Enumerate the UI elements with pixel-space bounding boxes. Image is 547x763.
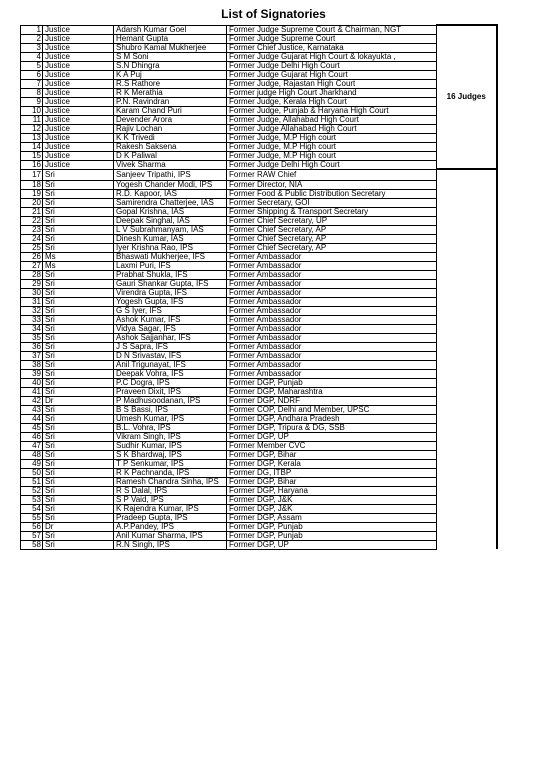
row-designation: Former Chief Secretary, UP xyxy=(227,216,437,225)
row-designation: Former Ambassador xyxy=(227,261,437,270)
row-number: 1 xyxy=(21,25,43,34)
table-row xyxy=(21,198,497,207)
row-honorific: Sri xyxy=(43,414,114,423)
row-designation: Former DGP, Andhara Pradesh xyxy=(227,414,437,423)
row-name: Karam Chand Puri xyxy=(114,106,227,115)
row-honorific: Sri xyxy=(43,315,114,324)
row-name: Yogesh Gupta, IFS xyxy=(114,297,227,306)
row-name: Rajiv Lochan xyxy=(114,124,227,133)
row-designation: Former Judge Delhi High Court xyxy=(227,61,437,70)
row-honorific: Sri xyxy=(43,423,114,432)
row-number: 33 xyxy=(21,315,43,324)
row-designation: Former Ambassador xyxy=(227,279,437,288)
row-name: Dinesh Kumar, IAS xyxy=(114,234,227,243)
row-honorific: Sri xyxy=(43,225,114,234)
row-number: 32 xyxy=(21,306,43,315)
row-name: A.P.Pandey, IPS xyxy=(114,522,227,531)
row-designation: Former DGP, NDRF xyxy=(227,396,437,405)
row-designation: Former Chief Secretary, AP xyxy=(227,234,437,243)
row-honorific: Sri xyxy=(43,495,114,504)
row-designation: Former DGP, Assam xyxy=(227,513,437,522)
table-row xyxy=(21,324,497,333)
table-row xyxy=(21,342,497,351)
table-row xyxy=(21,369,497,378)
row-designation: Former Judge, M.P High court xyxy=(227,142,437,151)
table-row xyxy=(21,133,497,142)
row-designation: Former DG, ITBP xyxy=(227,468,437,477)
row-honorific: Justice xyxy=(43,106,114,115)
table-row xyxy=(21,531,497,540)
row-name: Deepak Singhal, IAS xyxy=(114,216,227,225)
row-number: 34 xyxy=(21,324,43,333)
table-row xyxy=(21,414,497,423)
row-designation: Former DGP, Haryana xyxy=(227,486,437,495)
table-row xyxy=(21,151,497,160)
row-honorific: Sri xyxy=(43,243,114,252)
row-name: B S Bassi, IPS xyxy=(114,405,227,414)
row-designation: Former DGP, Punjab xyxy=(227,378,437,387)
row-number: 48 xyxy=(21,450,43,459)
row-designation: Former Judge Delhi High Court xyxy=(227,160,437,169)
row-honorific: Justice xyxy=(43,88,114,97)
row-honorific: Sri xyxy=(43,513,114,522)
row-honorific: Sri xyxy=(43,459,114,468)
row-name: Vikram Singh, IPS xyxy=(114,432,227,441)
row-honorific: Sri xyxy=(43,477,114,486)
row-honorific: Justice xyxy=(43,79,114,88)
row-number: 52 xyxy=(21,486,43,495)
row-designation: Former Ambassador xyxy=(227,297,437,306)
row-honorific: Dr xyxy=(43,522,114,531)
table-row xyxy=(21,169,497,180)
table-row xyxy=(21,180,497,189)
row-name: Vivek Sharma xyxy=(114,160,227,169)
row-name: J S Sapra, IFS xyxy=(114,342,227,351)
row-number: 47 xyxy=(21,441,43,450)
row-number: 8 xyxy=(21,88,43,97)
row-name: G S Iyer, IFS xyxy=(114,306,227,315)
row-name: S K Bhardwaj, IPS xyxy=(114,450,227,459)
row-number: 7 xyxy=(21,79,43,88)
table-row xyxy=(21,450,497,459)
row-number: 46 xyxy=(21,432,43,441)
row-designation: Former Chief Justice, Karnataka xyxy=(227,43,437,52)
row-name: Anil Kumar Sharma, IPS xyxy=(114,531,227,540)
row-number: 50 xyxy=(21,468,43,477)
row-name: Samirendra Chatterjee, IAS xyxy=(114,198,227,207)
row-honorific: Justice xyxy=(43,115,114,124)
row-honorific: Ms xyxy=(43,261,114,270)
row-name: Vidya Sagar, IFS xyxy=(114,324,227,333)
row-name: Sanjeev Tripathi, IPS xyxy=(114,169,227,180)
row-designation: Former DGP, Kerala xyxy=(227,459,437,468)
table-row xyxy=(21,504,497,513)
table-row xyxy=(21,522,497,531)
row-name: S M Soni xyxy=(114,52,227,61)
row-designation: Former Judge Allahabad High Court xyxy=(227,124,437,133)
table-row xyxy=(21,378,497,387)
row-number: 43 xyxy=(21,405,43,414)
row-name: R K Pachnanda, IPS xyxy=(114,468,227,477)
row-designation: Former Judge Supreme Court xyxy=(227,34,437,43)
row-number: 57 xyxy=(21,531,43,540)
row-name: Umesh Kumar, IPS xyxy=(114,414,227,423)
table-row xyxy=(21,441,497,450)
row-name: Adarsh Kumar Goel xyxy=(114,25,227,34)
table-row xyxy=(21,160,497,169)
row-name: R.N Singh, IPS xyxy=(114,540,227,549)
row-honorific: Sri xyxy=(43,333,114,342)
table-row xyxy=(21,315,497,324)
row-honorific: Ms xyxy=(43,252,114,261)
row-designation: Former Ambassador xyxy=(227,369,437,378)
row-name: Hemant Gupta xyxy=(114,34,227,43)
row-honorific: Sri xyxy=(43,288,114,297)
row-name: Devender Arora xyxy=(114,115,227,124)
signatories-table-body xyxy=(21,25,497,549)
row-honorific: Sri xyxy=(43,468,114,477)
row-honorific: Sri xyxy=(43,360,114,369)
row-honorific: Sri xyxy=(43,342,114,351)
table-row xyxy=(21,61,497,70)
row-name: Ramesh Chandra Sinha, IPS xyxy=(114,477,227,486)
table-row xyxy=(21,97,497,106)
row-name: P Madhusoodanan, IPS xyxy=(114,396,227,405)
row-number: 45 xyxy=(21,423,43,432)
table-row xyxy=(21,333,497,342)
signatories-table xyxy=(20,24,498,550)
row-number: 9 xyxy=(21,97,43,106)
row-name: Shubro Kamal Mukherjee xyxy=(114,43,227,52)
row-name: Sudhir Kumar, IPS xyxy=(114,441,227,450)
table-row xyxy=(21,387,497,396)
row-honorific: Justice xyxy=(43,133,114,142)
table-row xyxy=(21,243,497,252)
row-designation: Former COP, Delhi and Member, UPSC xyxy=(227,405,437,414)
row-number: 25 xyxy=(21,243,43,252)
row-name: K K Trivedi xyxy=(114,133,227,142)
row-honorific: Sri xyxy=(43,378,114,387)
row-number: 10 xyxy=(21,106,43,115)
table-row xyxy=(21,288,497,297)
row-designation: Former Ambassador xyxy=(227,342,437,351)
table-row xyxy=(21,142,497,151)
row-name: K A Puj xyxy=(114,70,227,79)
row-honorific: Sri xyxy=(43,216,114,225)
row-designation: Former Member CVC xyxy=(227,441,437,450)
row-honorific: Justice xyxy=(43,124,114,133)
page-title: List of Signatories xyxy=(221,7,326,21)
row-number: 36 xyxy=(21,342,43,351)
table-row xyxy=(21,360,497,369)
table-row xyxy=(21,88,497,97)
row-name: Iyer Krishna Rao, IPS xyxy=(114,243,227,252)
row-honorific: Justice xyxy=(43,151,114,160)
row-number: 56 xyxy=(21,522,43,531)
table-row xyxy=(21,486,497,495)
table-row xyxy=(21,495,497,504)
judges-group-label: 16 Judges xyxy=(437,25,497,169)
row-designation: Former Food & Public Distribution Secretary xyxy=(227,189,437,198)
row-honorific: Sri xyxy=(43,405,114,414)
row-honorific: Sri xyxy=(43,504,114,513)
row-designation: Former DGP, J&K xyxy=(227,504,437,513)
row-name: Anil Trigunayat, IFS xyxy=(114,360,227,369)
row-honorific: Sri xyxy=(43,234,114,243)
row-name: Virendra Gupta, IFS xyxy=(114,288,227,297)
row-designation: Former Ambassador xyxy=(227,270,437,279)
row-honorific: Sri xyxy=(43,531,114,540)
row-honorific: Sri xyxy=(43,180,114,189)
row-name: P.N. Ravindran xyxy=(114,97,227,106)
row-designation: Former DGP, Bihar xyxy=(227,450,437,459)
row-number: 17 xyxy=(21,169,43,180)
row-designation: Former DGP, Maharashtra xyxy=(227,387,437,396)
table-row xyxy=(21,396,497,405)
row-honorific: Sri xyxy=(43,450,114,459)
row-honorific: Justice xyxy=(43,52,114,61)
row-name: Bhaswati Mukherjee, IFS xyxy=(114,252,227,261)
row-designation: Former Ambassador xyxy=(227,288,437,297)
row-number: 22 xyxy=(21,216,43,225)
row-number: 13 xyxy=(21,133,43,142)
row-number: 18 xyxy=(21,180,43,189)
row-name: Prabhat Shukla, IFS xyxy=(114,270,227,279)
row-number: 27 xyxy=(21,261,43,270)
row-honorific: Sri xyxy=(43,351,114,360)
row-honorific: Sri xyxy=(43,270,114,279)
row-designation: Former Chief Secretary, AP xyxy=(227,225,437,234)
row-number: 35 xyxy=(21,333,43,342)
row-number: 4 xyxy=(21,52,43,61)
row-number: 58 xyxy=(21,540,43,549)
row-number: 20 xyxy=(21,198,43,207)
row-name: T P Senkumar, IPS xyxy=(114,459,227,468)
table-row xyxy=(21,270,497,279)
table-row xyxy=(21,468,497,477)
row-number: 42 xyxy=(21,396,43,405)
row-name: D K Paliwal xyxy=(114,151,227,160)
row-name: Deepak Vohra, IFS xyxy=(114,369,227,378)
row-name: R.D. Kapoor, IAS xyxy=(114,189,227,198)
table-row xyxy=(21,306,497,315)
row-number: 39 xyxy=(21,369,43,378)
table-row xyxy=(21,124,497,133)
row-honorific: Sri xyxy=(43,169,114,180)
row-designation: Former Judge Supreme Court & Chairman, NGT xyxy=(227,25,437,34)
row-honorific: Justice xyxy=(43,25,114,34)
row-number: 49 xyxy=(21,459,43,468)
table-row xyxy=(21,43,497,52)
row-designation: Former Chief Secretary, AP xyxy=(227,243,437,252)
row-name: R S Dalal, IPS xyxy=(114,486,227,495)
row-honorific: Sri xyxy=(43,486,114,495)
row-honorific: Dr xyxy=(43,396,114,405)
row-designation: Former Director, NIA xyxy=(227,180,437,189)
table-row xyxy=(21,459,497,468)
table-row xyxy=(21,513,497,522)
row-designation: Former Ambassador xyxy=(227,306,437,315)
row-number: 6 xyxy=(21,70,43,79)
row-number: 24 xyxy=(21,234,43,243)
table-row xyxy=(21,216,497,225)
row-number: 26 xyxy=(21,252,43,261)
table-row xyxy=(21,79,497,88)
table-row xyxy=(21,225,497,234)
table-row xyxy=(21,234,497,243)
row-number: 55 xyxy=(21,513,43,522)
row-number: 30 xyxy=(21,288,43,297)
table-row xyxy=(21,297,497,306)
row-name: Laxmi Puri, IFS xyxy=(114,261,227,270)
table-row xyxy=(21,70,497,79)
row-designation: Former Ambassador xyxy=(227,360,437,369)
row-name: Praveen Dixit, IPS xyxy=(114,387,227,396)
row-designation: Former Judge, Allahabad High Court xyxy=(227,115,437,124)
row-name: B.L. Vohra, IPS xyxy=(114,423,227,432)
table-row xyxy=(21,34,497,43)
row-designation: Former Judge Gujarat High Court & lokayukta , xyxy=(227,52,437,61)
row-designation: Former Ambassador xyxy=(227,351,437,360)
row-honorific: Sri xyxy=(43,189,114,198)
row-name: R.S Rathore xyxy=(114,79,227,88)
row-name: P.C Dogra, IPS xyxy=(114,378,227,387)
row-number: 54 xyxy=(21,504,43,513)
row-number: 44 xyxy=(21,414,43,423)
row-designation: Former Ambassador xyxy=(227,324,437,333)
row-name: R K Merathia xyxy=(114,88,227,97)
row-honorific: Sri xyxy=(43,297,114,306)
row-designation: Former Judge, Kerala High Court xyxy=(227,97,437,106)
row-name: Gauri Shankar Gupta, IFS xyxy=(114,279,227,288)
row-designation: Former Shipping & Transport Secretary xyxy=(227,207,437,216)
row-designation: Former Judge, Punjab & Haryana High Court xyxy=(227,106,437,115)
table-row xyxy=(21,432,497,441)
row-name: L V Subrahmanyam, IAS xyxy=(114,225,227,234)
row-number: 37 xyxy=(21,351,43,360)
table-row xyxy=(21,261,497,270)
row-designation: Former Ambassador xyxy=(227,333,437,342)
row-name: Pradeep Gupta, IPS xyxy=(114,513,227,522)
officials-group-cell xyxy=(437,169,497,549)
row-name: Gopal Krishna, IAS xyxy=(114,207,227,216)
row-designation: Former DGP, Punjab xyxy=(227,522,437,531)
row-number: 5 xyxy=(21,61,43,70)
row-number: 40 xyxy=(21,378,43,387)
row-number: 15 xyxy=(21,151,43,160)
row-number: 2 xyxy=(21,34,43,43)
row-honorific: Justice xyxy=(43,97,114,106)
row-designation: Former Judge Gujarat High Court xyxy=(227,70,437,79)
row-number: 28 xyxy=(21,270,43,279)
row-number: 16 xyxy=(21,160,43,169)
row-honorific: Sri xyxy=(43,441,114,450)
row-number: 3 xyxy=(21,43,43,52)
row-honorific: Justice xyxy=(43,160,114,169)
row-designation: Former Judge, M.P High court xyxy=(227,133,437,142)
row-name: Ashok Sajjanhar, IFS xyxy=(114,333,227,342)
table-row xyxy=(21,189,497,198)
table-row xyxy=(21,351,497,360)
row-name: Yogesh Chander Modi, IPS xyxy=(114,180,227,189)
table-row xyxy=(21,279,497,288)
row-designation: Former Judge, Rajastan High Court xyxy=(227,79,437,88)
row-designation: Former DGP, Bihar xyxy=(227,477,437,486)
row-designation: Former DGP, J&K xyxy=(227,495,437,504)
row-name: K Rajendra Kumar, IPS xyxy=(114,504,227,513)
row-number: 12 xyxy=(21,124,43,133)
row-honorific: Justice xyxy=(43,43,114,52)
row-designation: Former Ambassador xyxy=(227,315,437,324)
row-designation: Former Judge, M.P High court xyxy=(227,151,437,160)
table-row xyxy=(21,106,497,115)
table-row xyxy=(21,252,497,261)
row-designation: Former DGP, UP xyxy=(227,432,437,441)
row-honorific: Justice xyxy=(43,61,114,70)
table-row xyxy=(21,477,497,486)
row-honorific: Justice xyxy=(43,34,114,43)
row-number: 11 xyxy=(21,115,43,124)
row-designation: Former DGP, Tripura & DG, SSB xyxy=(227,423,437,432)
row-honorific: Justice xyxy=(43,142,114,151)
row-designation: Former DGP, Punjab xyxy=(227,531,437,540)
row-number: 51 xyxy=(21,477,43,486)
row-number: 31 xyxy=(21,297,43,306)
row-number: 29 xyxy=(21,279,43,288)
table-row xyxy=(21,540,497,549)
row-designation: Former RAW Chief xyxy=(227,169,437,180)
table-row xyxy=(21,207,497,216)
row-honorific: Sri xyxy=(43,207,114,216)
row-honorific: Sri xyxy=(43,198,114,207)
row-name: Ashok Kumar, IFS xyxy=(114,315,227,324)
row-number: 21 xyxy=(21,207,43,216)
table-row xyxy=(21,405,497,414)
row-honorific: Sri xyxy=(43,279,114,288)
row-honorific: Sri xyxy=(43,369,114,378)
row-number: 41 xyxy=(21,387,43,396)
row-designation: Former Ambassador xyxy=(227,252,437,261)
row-honorific: Justice xyxy=(43,70,114,79)
row-number: 38 xyxy=(21,360,43,369)
table-row xyxy=(21,52,497,61)
row-honorific: Sri xyxy=(43,387,114,396)
row-honorific: Sri xyxy=(43,540,114,549)
row-name: S P Vaid, IPS xyxy=(114,495,227,504)
row-number: 14 xyxy=(21,142,43,151)
row-designation: Former judge High Court Jharkhand xyxy=(227,88,437,97)
row-name: D N Srivastav, IFS xyxy=(114,351,227,360)
table-row xyxy=(21,423,497,432)
row-designation: Former Secretary, GOI xyxy=(227,198,437,207)
row-name: Rakesh Saksena xyxy=(114,142,227,151)
row-number: 19 xyxy=(21,189,43,198)
row-honorific: Sri xyxy=(43,432,114,441)
row-number: 53 xyxy=(21,495,43,504)
table-row xyxy=(21,25,497,34)
row-honorific: Sri xyxy=(43,324,114,333)
row-honorific: Sri xyxy=(43,306,114,315)
row-name: S.N Dhingra xyxy=(114,61,227,70)
row-designation: Former DGP, UP xyxy=(227,540,437,549)
row-number: 23 xyxy=(21,225,43,234)
table-row xyxy=(21,115,497,124)
